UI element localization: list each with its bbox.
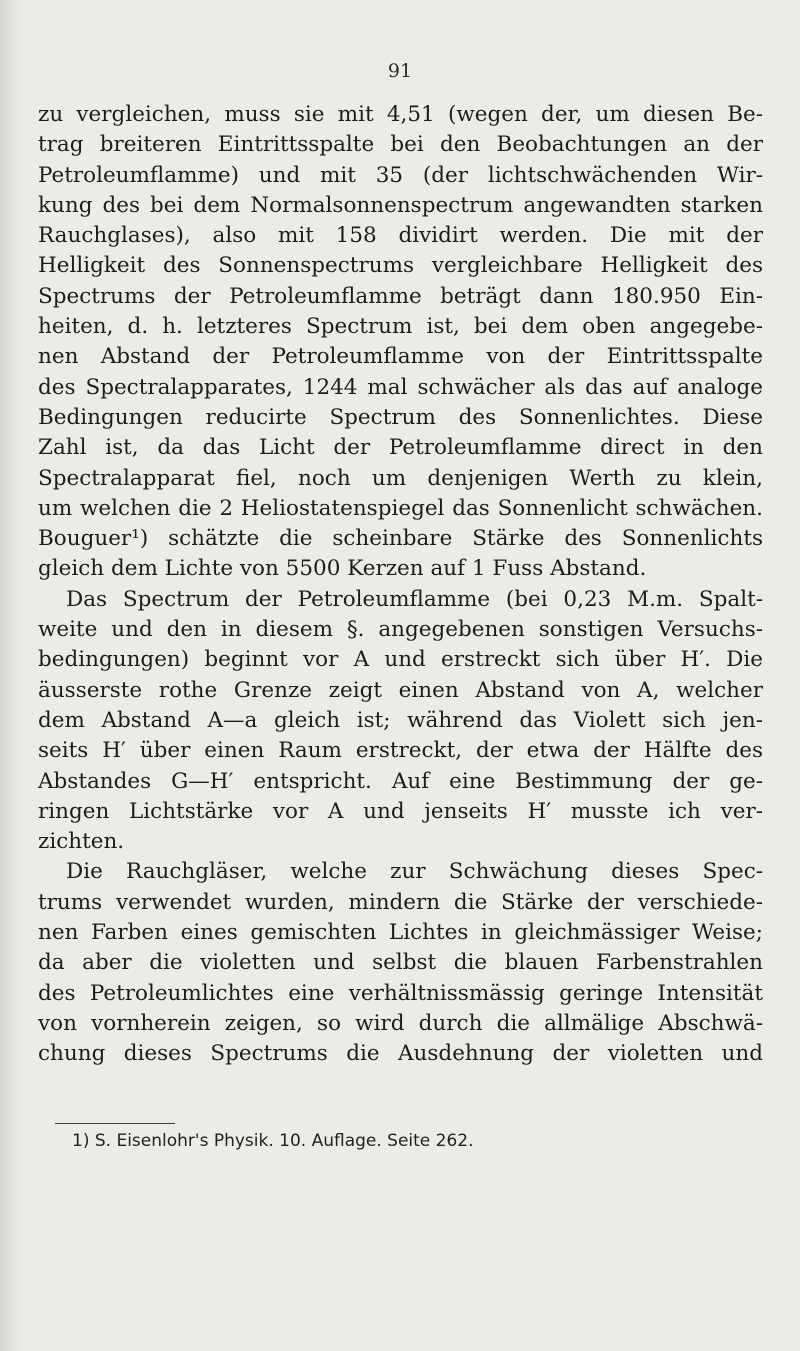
text-line: Helligkeit des Sonnenspectrums vergleichbare Helligkeit des [38,253,763,279]
text-line: weite und den in diesem §. angegebenen sonstigen Versuchs- [38,617,763,643]
text-line: dem Abstand A—a gleich ist; während das Violett sich jen- [38,707,763,733]
page-edge-shadow [0,0,22,1351]
text-line: Petroleumflamme) und mit 35 (der lichtschwächenden Wir- [38,162,763,188]
text-line: da aber die violetten und selbst die blauen Farbenstrahlen [38,950,763,976]
text-line: nen Farben eines gemischten Lichtes in gleichmässiger Weise; [38,920,763,946]
text-line: Bouguer¹) schätzte die scheinbare Stärke des Sonnenlichts [38,526,763,552]
text-line: nen Abstand der Petroleumflamme von der Eintrittsspalte [38,344,763,370]
text-line: von vornherein zeigen, so wird durch die allmälige Abschwä- [38,1010,763,1036]
footnote-rule [55,1123,175,1124]
footnote: 1) S. Eisenlohr's Physik. 10. Auflage. Seite 262. [72,1131,474,1151]
text-line: Spectralapparat fiel, noch um denjenigen Werth zu klein, [38,465,763,491]
text-line: Abstandes G—H′ entspricht. Auf eine Bestimmung der ge- [38,768,763,794]
text-line: trums verwendet wurden, mindern die Stärke der verschiede- [38,889,763,915]
text-line: des Spectralapparates, 1244 mal schwächer als das auf analoge [38,374,763,400]
text-line: trag breiteren Eintrittsspalte bei den Beobachtungen an der [38,132,763,158]
text-line: gleich dem Lichte von 5500 Kerzen auf 1 Fuss Abstand. [38,556,647,582]
text-line: zichten. [38,829,125,855]
text-line: Bedingungen reducirte Spectrum des Sonnenlichtes. Diese [38,404,763,430]
text-line: Spectrums der Petroleumflamme beträgt dann 180.950 Ein- [38,283,763,309]
body-text [38,100,763,1070]
text-line: Rauchglases), also mit 158 dividirt werden. Die mit der [38,223,763,249]
text-line: kung des bei dem Normalsonnenspectrum angewandten starken [38,192,763,218]
text-line: ringen Lichtstärke vor A und jenseits H′ musste ich ver- [38,798,763,824]
text-line: Das Spectrum der Petroleumflamme (bei 0,23 M.m. Spalt- [66,586,763,612]
text-line: Die Rauchgläser, welche zur Schwächung dieses Spec- [66,859,763,885]
text-line: bedingungen) beginnt vor A und erstreckt sich über H′. Die [38,647,763,673]
text-line: Zahl ist, da das Licht der Petroleumflamme direct in den [38,435,763,461]
text-line: heiten, d. h. letzteres Spectrum ist, bei dem oben angegebe- [38,314,763,340]
text-line: seits H′ über einen Raum erstreckt, der etwa der Hälfte des [38,738,763,764]
text-line: zu vergleichen, muss sie mit 4,51 (wegen der, um diesen Be- [38,102,763,127]
text-line: chung dieses Spectrums die Ausdehnung der violetten und [38,1041,763,1067]
text-line: äusserste rothe Grenze zeigt einen Abstand von A, welcher [38,677,763,703]
page-number: 91 [387,60,413,82]
text-line: um welchen die 2 Heliostatenspiegel das Sonnenlicht schwächen. [38,495,763,521]
text-line: des Petroleumlichtes eine verhältnissmässig geringe Intensität [38,980,763,1006]
